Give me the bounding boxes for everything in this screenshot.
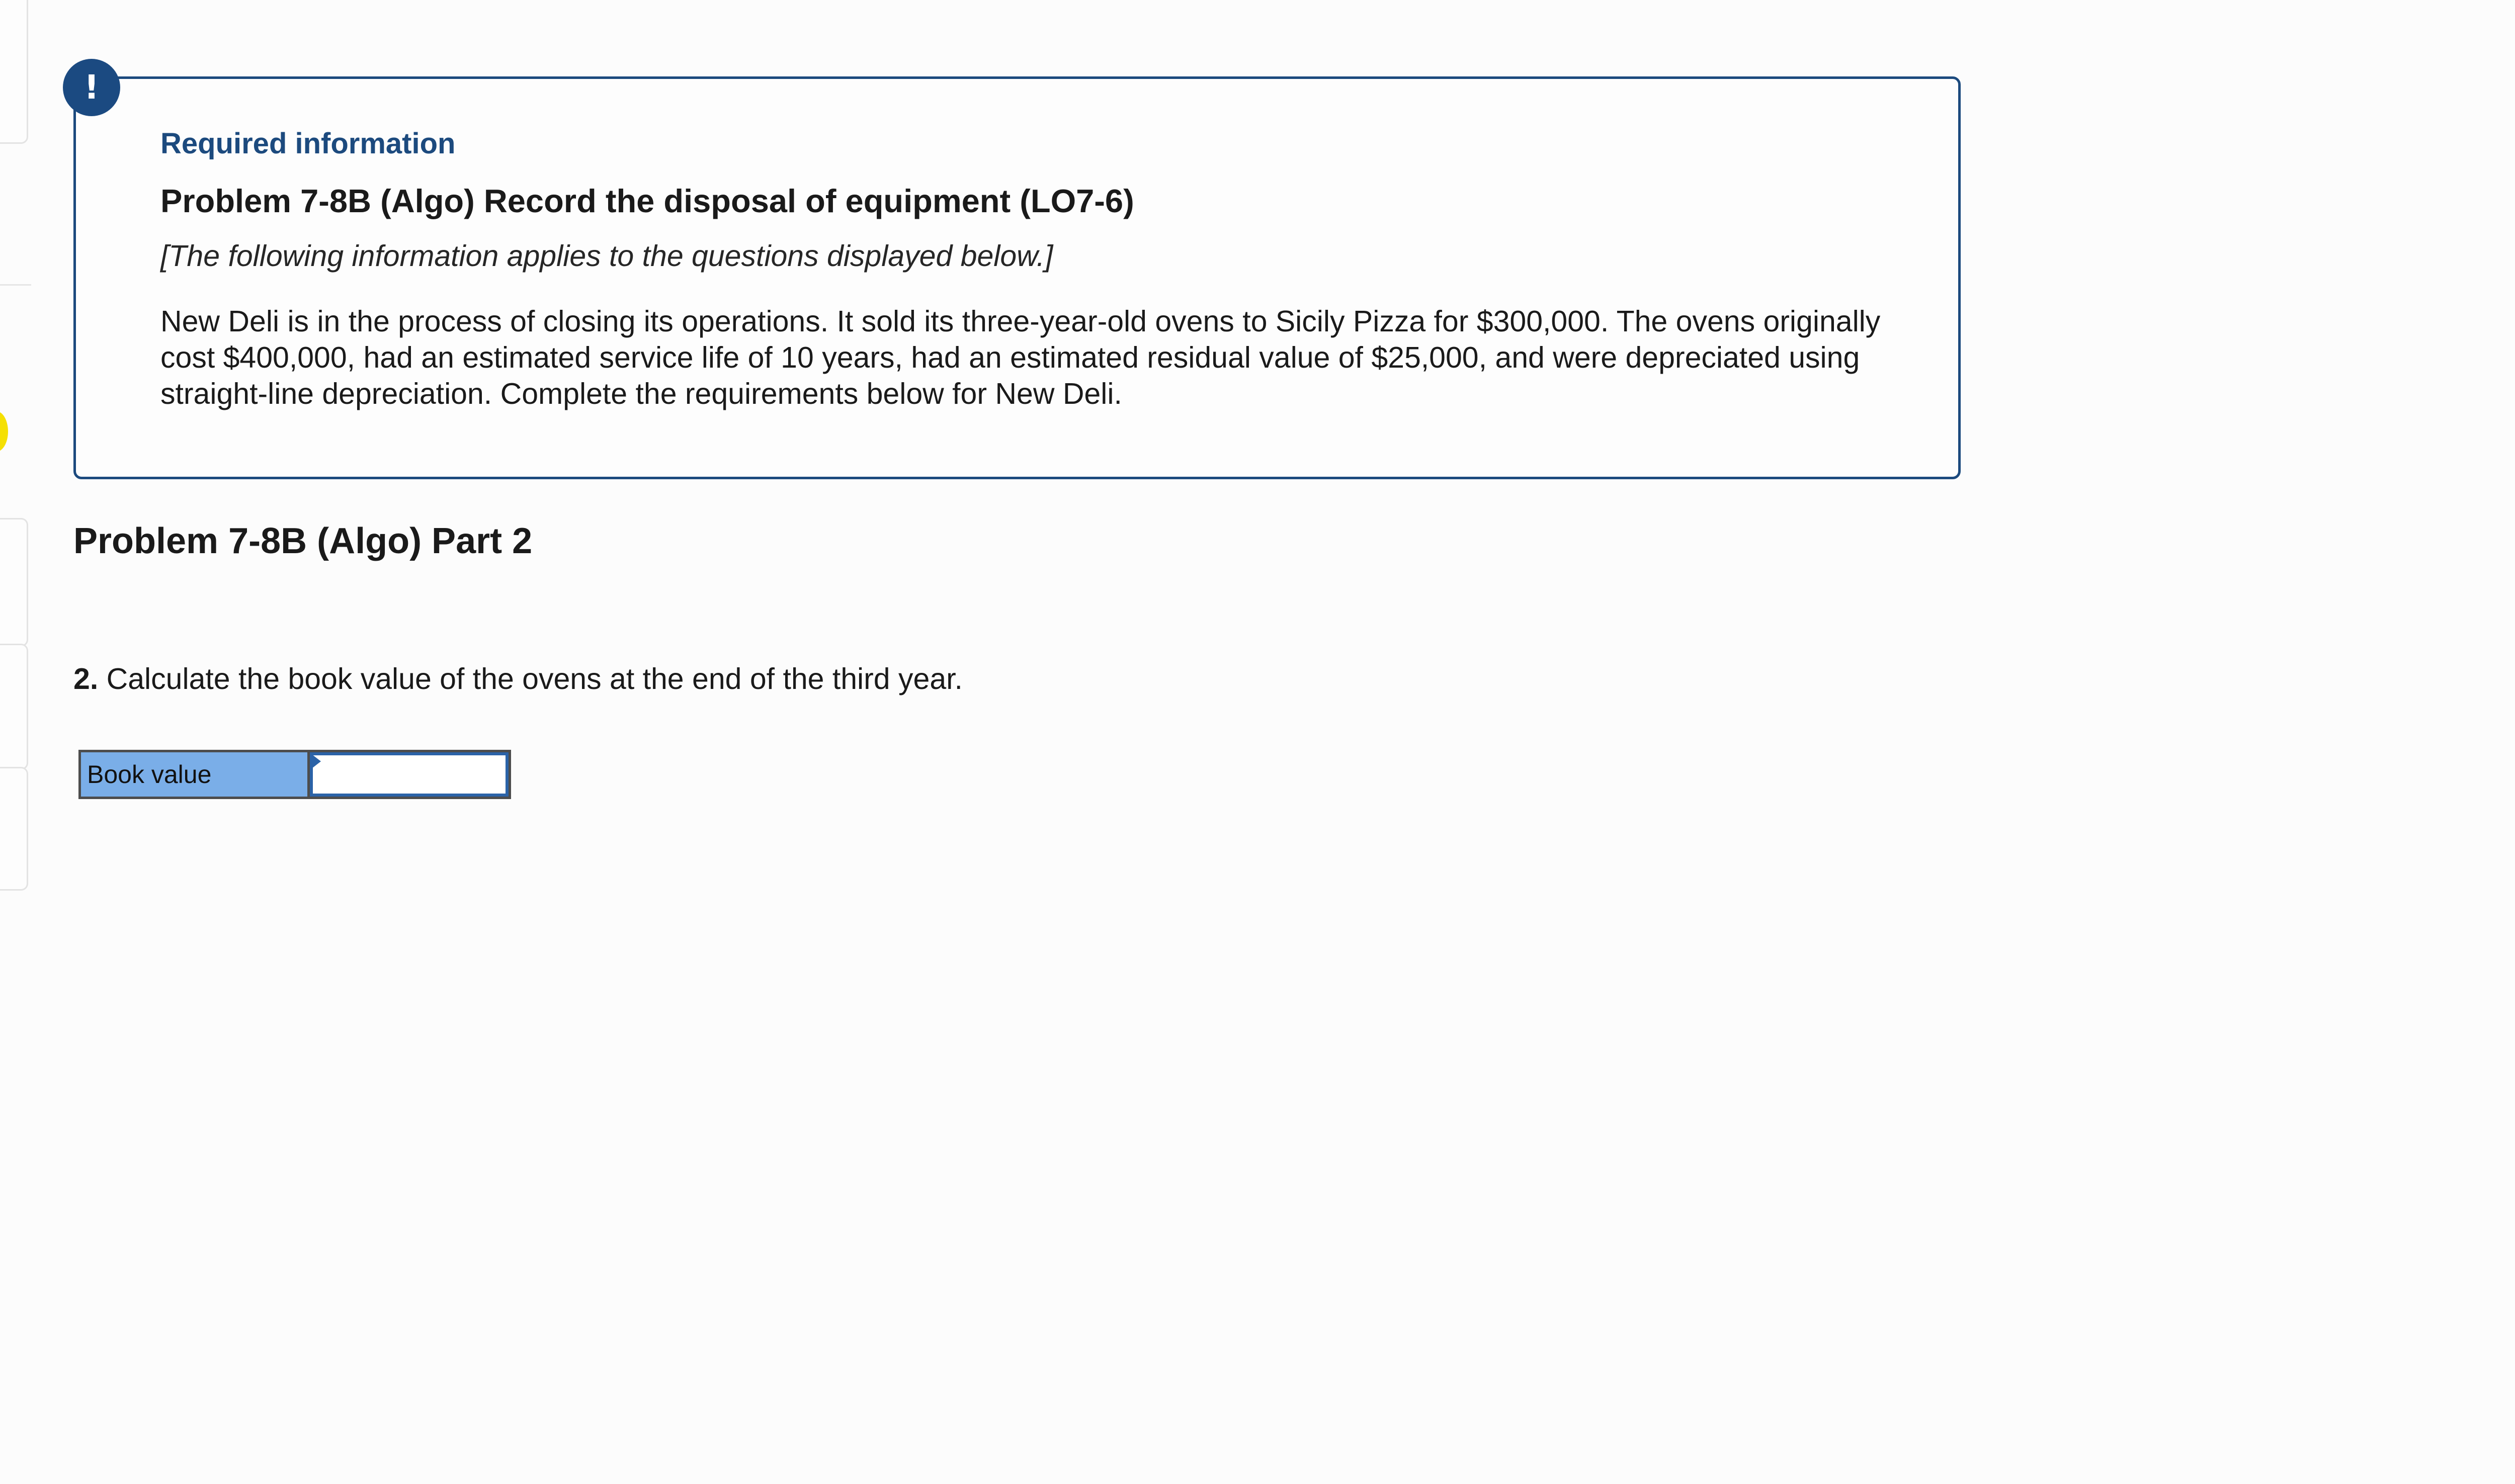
cell-marker-icon xyxy=(312,754,321,768)
sidebar-card xyxy=(0,767,28,891)
book-value-cell[interactable] xyxy=(310,752,509,797)
answer-table-row xyxy=(78,750,511,799)
required-information-content xyxy=(160,129,1891,412)
required-information-label: Required information xyxy=(160,127,456,160)
sidebar-divider xyxy=(0,284,31,286)
required-information-panel xyxy=(73,76,1961,479)
sidebar-card xyxy=(0,644,28,770)
book-value-label: Book value xyxy=(81,752,310,797)
sidebar-card xyxy=(0,518,28,647)
question-number: 2. xyxy=(73,662,99,695)
question-text xyxy=(73,664,963,694)
part-heading: Problem 7-8B (Algo) Part 2 xyxy=(73,521,533,561)
applies-note: [The following information applies to the questions displayed below.] xyxy=(160,239,1053,273)
question-prompt: Calculate the book value of the ovens at the end of the third year. xyxy=(106,662,963,695)
sidebar-card xyxy=(0,0,28,144)
sidebar-indicator[interactable] xyxy=(0,411,8,452)
problem-description: New Deli is in the process of closing its operations. It sold its three-year-old ovens to Sicily Pizza for $300,000. The ovens originally cost $400,000, had an estimated service life of 10 years, had an estimated residual value of $25,000, and were depreciated using straight-line depreciation. Complete the requirements below for New Deli. xyxy=(160,305,1881,410)
problem-title: Problem 7-8B (Algo) Record the disposal of equipment (LO7-6) xyxy=(160,183,1134,219)
book-value-input[interactable] xyxy=(313,755,506,794)
exclamation-icon: ! xyxy=(63,59,120,116)
